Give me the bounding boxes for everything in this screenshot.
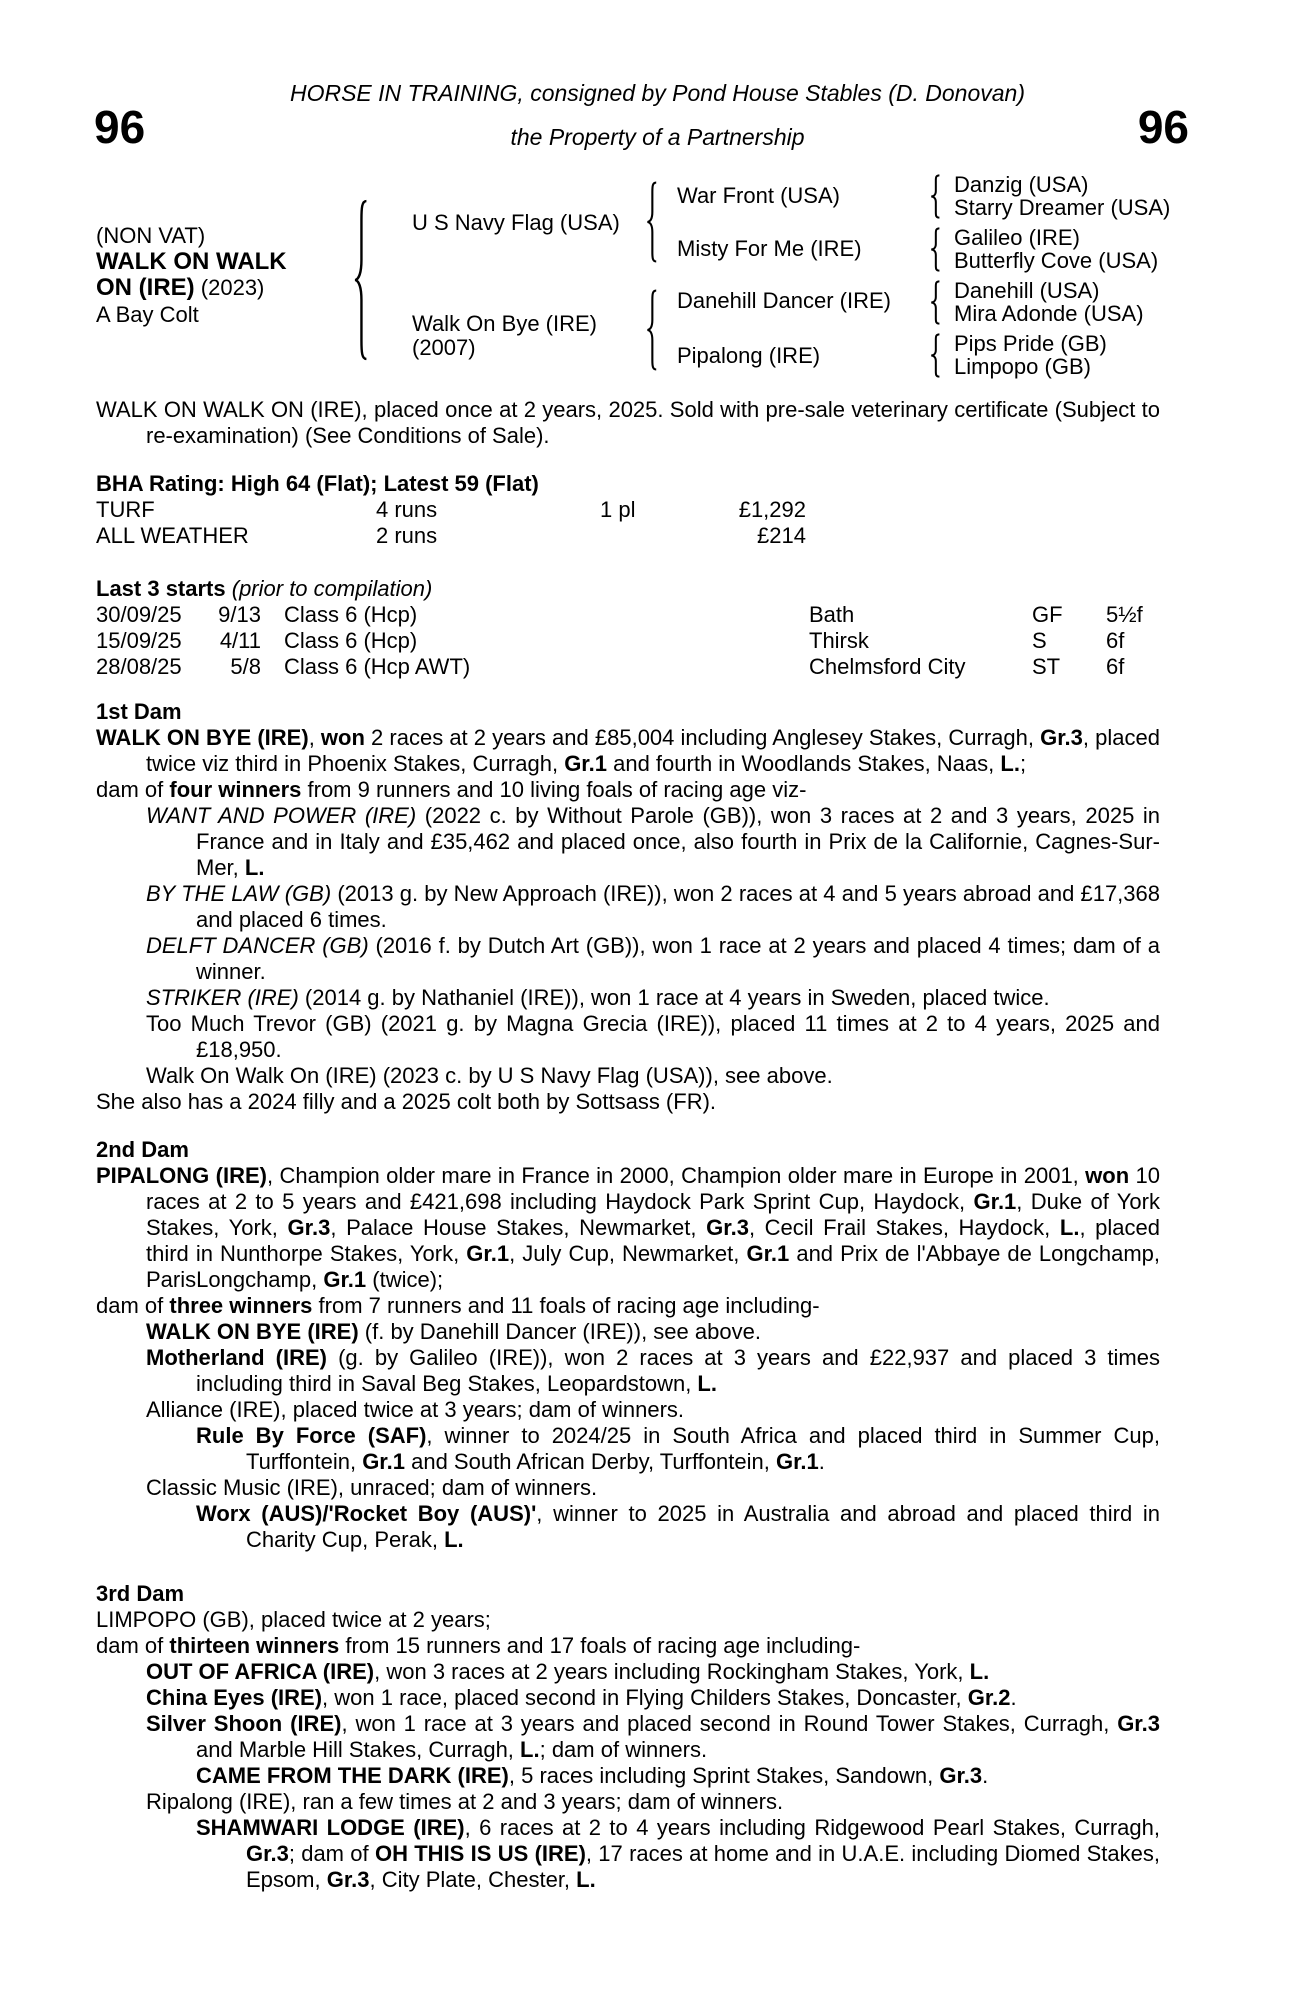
- text-run: Too Much Trevor (GB) (2021 g. by Magna Grecia (IRE)), placed 11 times at 2 to 4 years, 2025 and £18,950.: [146, 1011, 1160, 1062]
- great-grandparent-brace-icon: [929, 333, 942, 378]
- text-run: , Cecil Frail Stakes, Haydock,: [748, 1215, 1060, 1240]
- text-run: ;: [1019, 751, 1027, 776]
- text-run: Gr.3: [1117, 1711, 1160, 1736]
- text-run: L.: [576, 1867, 596, 1892]
- pedigree-entry: [96, 1397, 1160, 1423]
- text-run: , winner to 2025 in Australia and abroad and placed third in Charity Cup, Perak,: [246, 1501, 1160, 1552]
- grandsire-maternal: Danehill Dancer (IRE): [677, 288, 891, 313]
- table-row: [96, 602, 1160, 628]
- text-run: ; dam of winners.: [539, 1737, 708, 1762]
- start-position: 9/13: [218, 602, 261, 627]
- text-run: Gr.3: [939, 1763, 983, 1788]
- vat-note: (NON VAT): [96, 223, 206, 248]
- pedigree-entry: [96, 1789, 1160, 1815]
- text-run: L.: [1000, 751, 1020, 776]
- great-grandparent: Butterfly Cove (USA): [954, 248, 1159, 273]
- text-run: Gr.1: [466, 1241, 510, 1266]
- third-dam-heading: 3rd Dam: [96, 1581, 185, 1606]
- text-run: , won 1 race, placed second in Flying Childers Stakes, Doncaster,: [322, 1685, 968, 1710]
- start-going: S: [1032, 628, 1047, 653]
- text-run: , 5 races including Sprint Stakes, Sandown,: [508, 1763, 940, 1788]
- first-dam-section: [96, 699, 1160, 1115]
- bha-rating-heading: BHA Rating: High 64 (Flat); Latest 59 (Flat): [96, 471, 539, 496]
- start-going: GF: [1032, 602, 1063, 627]
- great-grandparent: Danehill (USA): [954, 278, 1100, 303]
- text-run: dam of: [96, 1633, 170, 1658]
- text-run: ,: [308, 725, 321, 750]
- pedigree-entry: [96, 1345, 1160, 1397]
- text-run: Gr.1: [746, 1241, 790, 1266]
- text-run: China Eyes (IRE): [146, 1685, 323, 1710]
- text-run: , 6 races at 2 to 4 years including Ridgewood Pearl Stakes, Curragh,: [464, 1815, 1160, 1840]
- text-run: from 7 runners and 11 foals of racing age including-: [312, 1293, 820, 1318]
- pedigree-entry: [96, 777, 1160, 803]
- great-grandparent: Mira Adonde (USA): [954, 301, 1144, 326]
- text-run: (f. by Danehill Dancer (IRE)), see above.: [358, 1319, 761, 1344]
- lot-number-left: 96: [94, 101, 146, 153]
- text-run: , 17 races at home and in U.A.E. including Diomed Stakes, Epsom,: [246, 1841, 1160, 1892]
- text-run: WALK ON WALK ON (IRE), placed once at 2 years, 2025. Sold with pre-sale veterinary certificate (Subject to re-examination) (See Conditions of Sale).: [96, 397, 1160, 448]
- second-dam-paragraphs: [96, 1163, 1160, 1553]
- text-run: L.: [520, 1737, 540, 1762]
- great-grandparent: Limpopo (GB): [954, 354, 1091, 379]
- text-run: thirteen winners: [169, 1633, 340, 1658]
- pedigree-entry: [96, 725, 1160, 777]
- table-row: [96, 497, 1160, 523]
- text-run: OUT OF AFRICA (IRE): [146, 1659, 375, 1684]
- pedigree-entry: [96, 1011, 1160, 1063]
- text-run: WALK ON BYE (IRE): [146, 1319, 359, 1344]
- pedigree-entry: [96, 1659, 1160, 1685]
- pedigree-entry: [96, 1607, 1160, 1633]
- text-run: L.: [969, 1659, 990, 1684]
- text-run: Worx (AUS)/'Rocket Boy (AUS)': [196, 1501, 537, 1526]
- text-run: (twice);: [366, 1267, 444, 1292]
- text-run: , won 3 races at 2 years including Rockingham Stakes, York,: [374, 1659, 970, 1684]
- text-run: Gr.1: [775, 1449, 819, 1474]
- start-course: Chelmsford City: [809, 654, 966, 679]
- text-run: Gr.2: [967, 1685, 1011, 1710]
- text-run: dam of: [96, 1293, 170, 1318]
- text-run: Gr.1: [564, 751, 607, 776]
- text-run: BY THE LAW (GB): [146, 881, 332, 906]
- text-run: WALK ON WALK ON (IRE): [96, 248, 287, 301]
- pedigree-entry: [96, 1089, 1160, 1115]
- text-run: three winners: [169, 1293, 313, 1318]
- start-date: 15/09/25: [96, 628, 182, 653]
- text-run: LIMPOPO (GB), placed twice at 2 years;: [96, 1607, 491, 1632]
- dam-name: Walk On Bye (IRE): [412, 311, 597, 336]
- text-run: Gr.3: [1040, 725, 1083, 750]
- great-grandparent-brace-icon: [929, 280, 942, 325]
- pedigree-entry: [96, 933, 1160, 985]
- text-run: L.: [697, 1371, 717, 1396]
- second-dam-section: [96, 1137, 1160, 1553]
- text-run: Gr.3: [287, 1215, 331, 1240]
- great-grandparent: Starry Dreamer (USA): [954, 195, 1171, 220]
- text-run: She also has a 2024 filly and a 2025 colt both by Sottsass (FR).: [96, 1089, 717, 1114]
- pedigree-entry: [96, 1711, 1160, 1763]
- text-run: L.: [1059, 1215, 1080, 1240]
- consignment-line: HORSE IN TRAINING, consigned by Pond House Stables (D. Donovan): [289, 80, 1026, 106]
- runs-count: 2 runs: [376, 523, 438, 548]
- body-column: [96, 397, 1160, 1893]
- text-run: Gr.1: [973, 1189, 1017, 1214]
- lot-number-right: 96: [1137, 101, 1189, 153]
- start-distance: 6f: [1106, 654, 1125, 679]
- great-grandparent: Galileo (IRE): [954, 225, 1080, 250]
- pedigree-entry: [96, 1063, 1160, 1089]
- pedigree-entry: [96, 1319, 1160, 1345]
- text-run: Silver Shoon (IRE): [146, 1711, 342, 1736]
- dam-year: (2007): [412, 335, 476, 360]
- last-starts-heading-italic: (prior to compilation): [231, 576, 433, 601]
- start-distance: 5½f: [1106, 602, 1143, 627]
- dam-brace-icon: [645, 288, 659, 372]
- start-class: Class 6 (Hcp): [284, 628, 418, 653]
- text-run: Rule By Force (SAF): [196, 1423, 427, 1448]
- text-run: won: [320, 725, 365, 750]
- text-run: , Palace House Stakes, Newmarket,: [330, 1215, 707, 1240]
- text-run: Classic Music (IRE), unraced; dam of winners.: [146, 1475, 598, 1500]
- third-dam-section: [96, 1581, 1160, 1893]
- text-run: from 9 runners and 10 living foals of racing age viz-: [301, 777, 807, 802]
- sire-name: U S Navy Flag (USA): [412, 210, 620, 235]
- text-run: Gr.3: [326, 1867, 370, 1892]
- property-line: the Property of a Partnership: [510, 124, 805, 150]
- second-dam-heading: 2nd Dam: [96, 1137, 189, 1162]
- sale-description: [96, 397, 1160, 449]
- start-date: 30/09/25: [96, 602, 182, 627]
- horse-name: [96, 249, 311, 301]
- text-run: won: [1085, 1163, 1130, 1188]
- placed-count: 1 pl: [600, 497, 636, 522]
- text-run: , Duke of York Stakes, York,: [146, 1189, 1160, 1240]
- third-dam-paragraphs: [96, 1607, 1160, 1893]
- text-run: and fourth in Woodlands Stakes, Naas,: [607, 751, 1001, 776]
- start-date: 28/08/25: [96, 654, 182, 679]
- table-row: [96, 523, 1160, 549]
- pedigree-entry: [96, 985, 1160, 1011]
- first-dam-heading: 1st Dam: [96, 699, 182, 724]
- pedigree-entry: [96, 1293, 1160, 1319]
- text-run: 2 races at 2 years and £85,004 including Anglesey Stakes, Curragh,: [364, 725, 1041, 750]
- grandsire-paternal: War Front (USA): [677, 183, 840, 208]
- text-run: Gr.1: [323, 1267, 367, 1292]
- text-run: Ripalong (IRE), ran a few times at 2 and 3 years; dam of winners.: [146, 1789, 784, 1814]
- text-run: dam of: [96, 777, 170, 802]
- great-grandparent: Pips Pride (GB): [954, 331, 1107, 356]
- text-run: , won 1 race at 3 years and placed second in Round Tower Stakes, Curragh,: [341, 1711, 1118, 1736]
- text-run: L.: [444, 1527, 464, 1552]
- earnings: £214: [757, 523, 806, 548]
- granddam-maternal: Pipalong (IRE): [677, 343, 821, 368]
- pedigree-entry: [96, 1163, 1160, 1293]
- text-run: Gr.3: [246, 1841, 289, 1866]
- text-run: (g. by Galileo (IRE)), won 2 races at 3 years and £22,937 and placed 3 times including third in Saval Beg Stakes, Leopardstown,: [196, 1345, 1160, 1396]
- text-run: , Champion older mare in France in 2000, Champion older mare in Europe in 2001,: [266, 1163, 1086, 1188]
- text-run: , placed twice viz third in Phoenix Stakes, Curragh,: [146, 725, 1160, 776]
- surface-label: ALL WEATHER: [96, 523, 249, 548]
- table-row: [96, 654, 1160, 680]
- start-going: ST: [1032, 654, 1061, 679]
- pedigree-entry: [96, 1475, 1160, 1501]
- last-starts-heading-bold: Last 3 starts: [96, 576, 226, 601]
- pedigree-entry: [96, 1815, 1160, 1893]
- text-run: , winner to 2024/25 in South Africa and placed third in Summer Cup, Turffontein,: [246, 1423, 1160, 1474]
- text-run: PIPALONG (IRE): [96, 1163, 267, 1188]
- pedigree-entry: [96, 1423, 1160, 1475]
- text-run: Gr.1: [362, 1449, 405, 1474]
- horse-colour-sex: A Bay Colt: [96, 302, 199, 327]
- text-run: WALK ON BYE (IRE): [96, 725, 309, 750]
- start-course: Bath: [809, 602, 855, 627]
- text-run: and South African Derby, Turffontein,: [405, 1449, 776, 1474]
- text-run: .: [1010, 1685, 1017, 1710]
- pedigree-entry: [96, 1685, 1160, 1711]
- start-distance: 6f: [1106, 628, 1125, 653]
- last-starts-block: [96, 576, 1160, 680]
- text-run: STRIKER (IRE): [146, 985, 299, 1010]
- last-starts-heading: [96, 576, 1160, 602]
- text-run: 10 races at 2 to 5 years and £421,698 including Haydock Park Sprint Cup, Haydock,: [146, 1163, 1160, 1214]
- text-run: four winners: [169, 777, 302, 802]
- earnings: £1,292: [738, 497, 806, 522]
- text-run: SHAMWARI LODGE (IRE): [196, 1815, 465, 1840]
- text-run: ; dam of: [288, 1841, 375, 1866]
- pedigree-entry: [96, 881, 1160, 933]
- text-run: Motherland (IRE): [146, 1345, 327, 1370]
- text-run: , placed third in Nunthorpe Stakes, York,: [146, 1215, 1160, 1266]
- pedigree-main-brace-icon: [352, 196, 370, 364]
- text-run: .: [818, 1449, 825, 1474]
- text-run: DELFT DANCER (GB): [146, 933, 369, 958]
- text-run: Gr.3: [706, 1215, 749, 1240]
- sire-brace-icon: [645, 180, 659, 264]
- text-run: (2013 g. by New Approach (IRE)), won 2 races at 4 and 5 years abroad and £17,368 and placed 6 times.: [196, 881, 1160, 932]
- text-run: , City Plate, Chester,: [369, 1867, 577, 1892]
- text-run: WANT AND POWER (IRE): [146, 803, 417, 828]
- start-class: Class 6 (Hcp): [284, 602, 418, 627]
- table-row: [96, 628, 1160, 654]
- text-run: L.: [244, 855, 265, 880]
- text-run: OH THIS IS US (IRE): [374, 1841, 586, 1866]
- text-run: CAME FROM THE DARK (IRE): [196, 1763, 509, 1788]
- text-run: and Prix de l'Abbaye de Longchamp, ParisLongchamp,: [146, 1241, 1160, 1292]
- granddam-paternal: Misty For Me (IRE): [677, 236, 862, 261]
- pedigree-entry: [96, 1763, 1160, 1789]
- start-course: Thirsk: [809, 628, 869, 653]
- header-and-pedigree: [0, 0, 1315, 397]
- text-run: .: [982, 1763, 989, 1788]
- start-class: Class 6 (Hcp AWT): [284, 654, 471, 679]
- text-run: and Marble Hill Stakes, Curragh,: [196, 1737, 521, 1762]
- text-run: (2016 f. by Dutch Art (GB)), won 1 race at 2 years and placed 4 times; dam of a winner.: [196, 933, 1160, 984]
- text-run: (2022 c. by Without Parole (GB)), won 3 races at 2 and 3 years, 2025 in France and in Italy and £35,462 and placed once, also fourth in Prix de la Californie, Cagnes-Sur-Mer,: [196, 803, 1161, 880]
- surface-label: TURF: [96, 497, 155, 522]
- great-grandparent-brace-icon: [929, 174, 942, 219]
- pedigree-entry: [96, 1633, 1160, 1659]
- text-run: Walk On Walk On (IRE) (2023 c. by U S Navy Flag (USA)), see above.: [146, 1063, 833, 1088]
- text-run: (2023): [194, 275, 265, 300]
- pedigree-entry: [96, 1501, 1160, 1553]
- text-run: Alliance (IRE), placed twice at 3 years; dam of winners.: [146, 1397, 685, 1422]
- start-position: 5/8: [230, 654, 261, 679]
- runs-count: 4 runs: [376, 497, 438, 522]
- text-run: , July Cup, Newmarket,: [509, 1241, 747, 1266]
- first-dam-paragraphs: [96, 725, 1160, 1115]
- text-run: (2014 g. by Nathaniel (IRE)), won 1 race at 4 years in Sweden, placed twice.: [298, 985, 1050, 1010]
- great-grandparent: Danzig (USA): [954, 172, 1089, 197]
- text-run: from 15 runners and 17 foals of racing age including-: [339, 1633, 861, 1658]
- great-grandparent-brace-icon: [929, 227, 942, 272]
- bha-rating-block: [96, 471, 1160, 549]
- pedigree-entry: [96, 803, 1160, 881]
- start-position: 4/11: [219, 628, 261, 653]
